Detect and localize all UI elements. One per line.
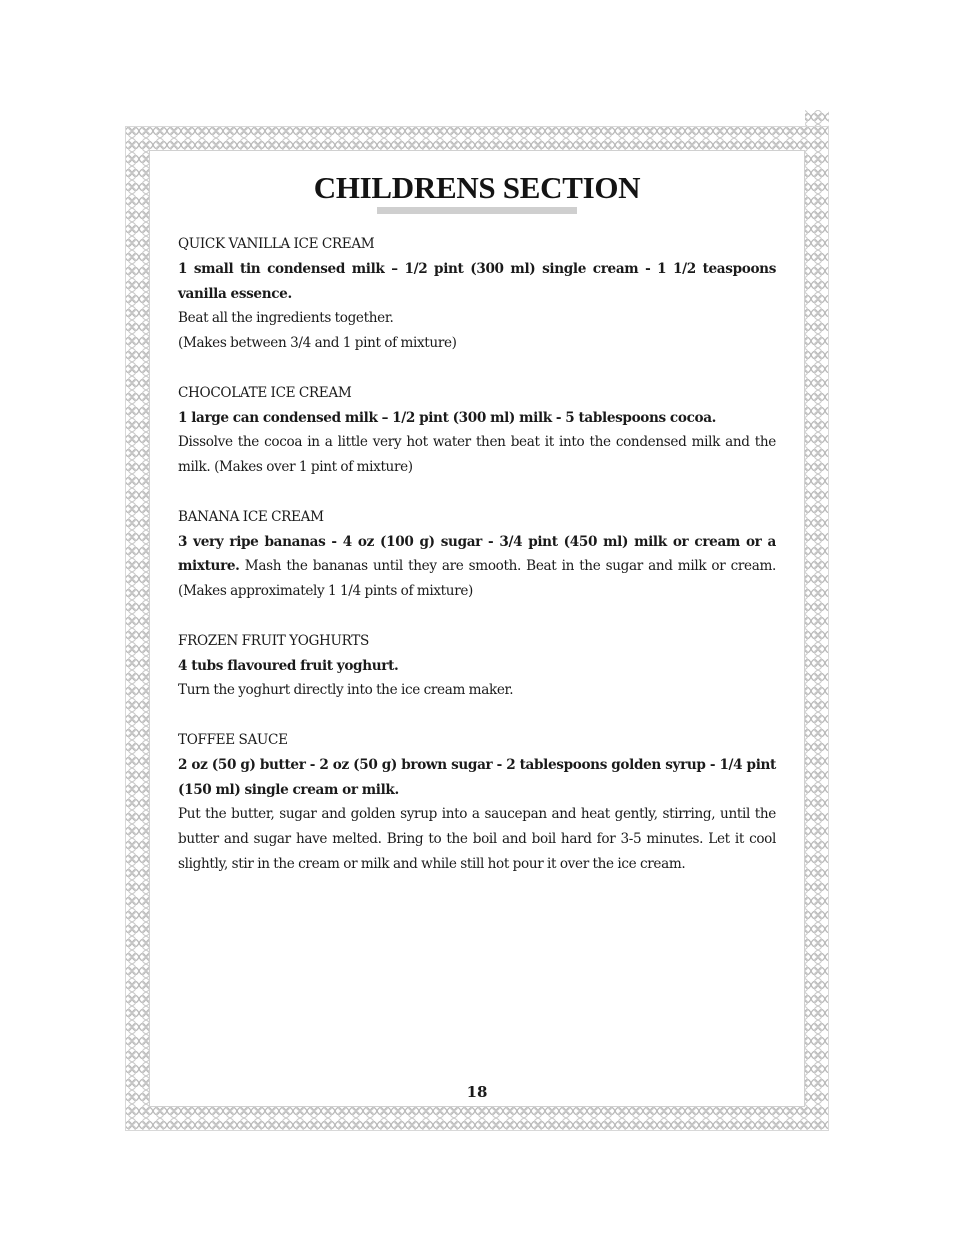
recipe-chocolate (178, 381, 776, 480)
recipe-name: QUICK VANILLA ICE CREAM (178, 236, 375, 252)
recipe-ingredients: 1 large can condensed milk – 1/2 pint (300 ml) milk - 5 tablespoons cocoa. (178, 409, 717, 426)
recipe-name: TOFFEE SAUCE (178, 731, 288, 748)
recipe-name: BANANA ICE CREAM (178, 508, 324, 525)
recipe-ingredients: 3 very ripe bananas - 4 oz (100 g) sugar - 3/4 pint (450 ml) milk or cream or a mixture. (178, 533, 776, 575)
page-title: CHILDRENS SECTION (313, 170, 641, 205)
recipe-banana (178, 505, 776, 604)
recipe-method: Mash the bananas until they are smooth. Beat in the sugar and milk or cream. (Makes approximately 1 1/4 pints of mixture) (178, 558, 776, 600)
recipe-ingredients: 2 oz (50 g) butter - 2 oz (50 g) brown sugar - 2 tablespoons golden syrup - 1/4 pint (150 ml) single cream or milk. (178, 756, 776, 798)
recipe-name: CHOCOLATE ICE CREAM (178, 384, 352, 401)
page-number: 18 (466, 1083, 488, 1101)
recipe-toffee-sauce (178, 728, 776, 877)
recipe-name: FROZEN FRUIT YOGHURTS (178, 632, 369, 649)
recipe-yield: (Makes between 3/4 and 1 pint of mixture) (178, 335, 457, 352)
recipe-quick-vanilla (178, 232, 776, 356)
recipe-ingredients: 1 small tin condensed milk – 1/2 pint (300 ml) single cream - 1 1/2 teaspoons vanilla essence. (178, 260, 776, 302)
recipe-body (178, 530, 776, 604)
recipe-list (178, 232, 776, 902)
recipe-method: Turn the yoghurt directly into the ice cream maker. (178, 682, 514, 699)
recipe-method: Put the butter, sugar and golden syrup into a saucepan and heat gently, stirring, until the butter and sugar have melted. Bring to the boil and boil hard for 3-5 minutes. Let it cool slightly, stir in the cream or milk and while still hot pour it over the ice cream. (178, 806, 776, 872)
recipe-ingredients: 4 tubs flavoured fruit yoghurt. (178, 657, 399, 674)
recipe-method: Dissolve the cocoa in a little very hot water then beat it into the condensed milk and the milk. (Makes over 1 pint of mixture) (178, 434, 776, 476)
recipe-method: Beat all the ingredients together. (178, 310, 394, 327)
title-underline (377, 207, 577, 214)
recipe-frozen-yoghurt (178, 629, 776, 703)
